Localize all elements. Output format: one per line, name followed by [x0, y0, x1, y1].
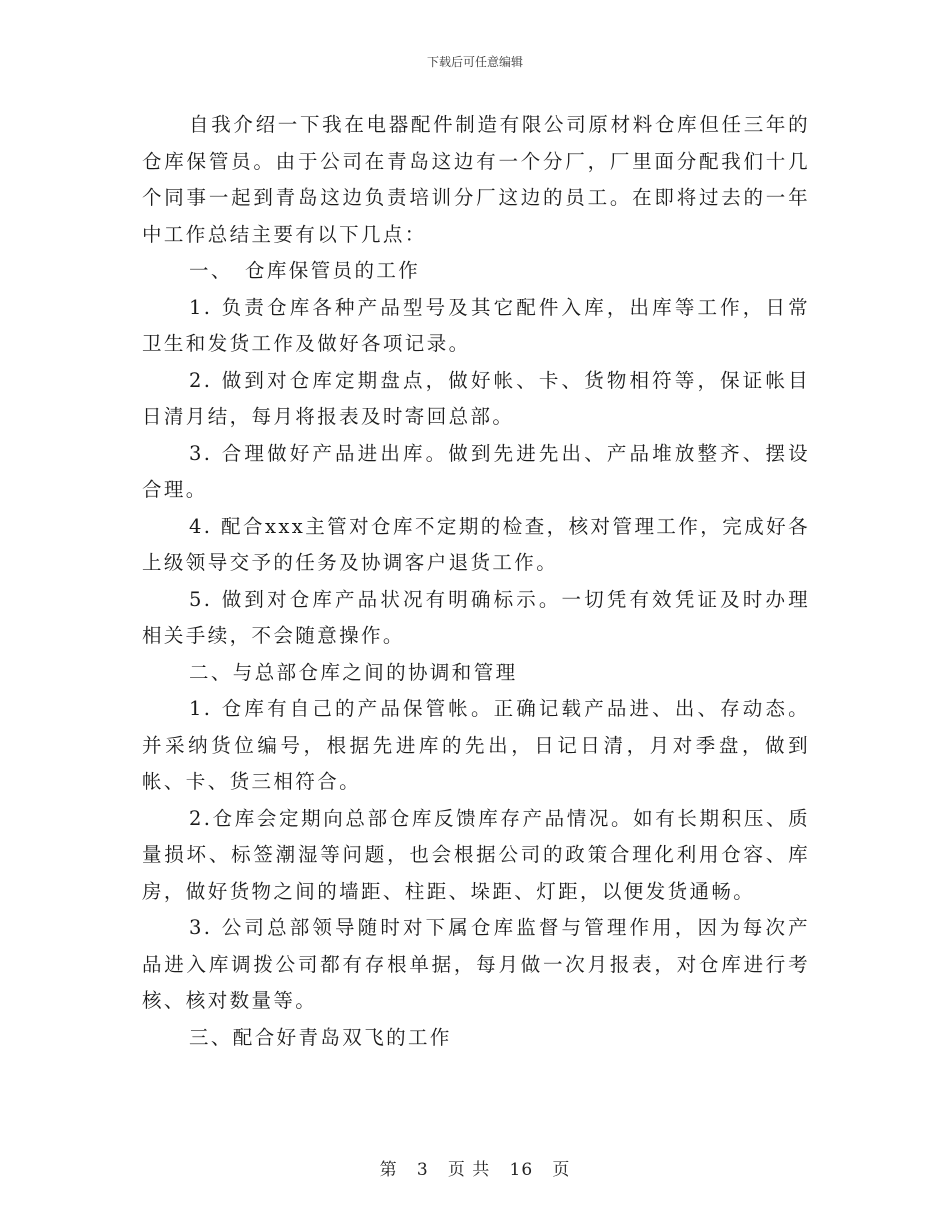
paragraph-intro: 自我介绍一下我在电器配件制造有限公司原材料仓库但任三年的仓库保管员。由于公司在青岛这边有一个分厂，厂里面分配我们十几个同事一起到青岛这边负责培训分厂这边的员工。在即将过去的一年中工作总结主要有以下几点： [142, 113, 810, 246]
section-heading-2: 二、与总部仓库之间的协调和管理 [189, 660, 518, 684]
section-heading-1: 一、 仓库保管员的工作 [189, 259, 421, 282]
list-item: 1. 仓库有自己的产品保管帐。正确记载产品进、出、存动态。并采纳货位编号，根据先进库的先出，日记日清，月对季盘，做到帐、卡、货三相符合。 [142, 697, 810, 793]
section-heading-3: 三、配合好青岛双飞的工作 [189, 1025, 452, 1049]
list-item: 1. 负责仓库各种产品型号及其它配件入库，出库等工作，日常卫生和发货工作及做好各项记录。 [142, 295, 810, 355]
footer-prefix: 第 [379, 1160, 398, 1180]
footer-total-pages: 16 [509, 1160, 534, 1180]
list-item: 2.仓库会定期向总部仓库反馈库存产品情况。如有长期积压、质量损坏、标签潮湿等问题，也会根据公司的政策合理化利用仓容、库房，做好货物之间的墙距、柱距、垛距、灯距，以便发货通畅。 [142, 806, 810, 903]
list-item: 5. 做到对仓库产品状况有明确标示。一切凭有效凭证及时办理相关手续，不会随意操作。 [142, 587, 810, 647]
footer-page-number: 3 [416, 1160, 429, 1180]
list-item: 3. 公司总部领导随时对下属仓库监督与管理作用，因为每次产品进入库调拨公司都有存根单据，每月做一次月报表，对仓库进行考核、核对数量等。 [142, 916, 810, 1012]
list-item: 4. 配合xxx主管对仓库不定期的检查，核对管理工作，完成好各上级领导交予的任务及协调客户退货工作。 [142, 514, 810, 574]
list-item: 2. 做到对仓库定期盘点，做好帐、卡、货物相符等，保证帐目日清月结，每月将报表及时寄回总部。 [142, 368, 810, 428]
footer-middle: 页 共 [447, 1160, 491, 1180]
page-footer [0, 1155, 950, 1180]
footer-suffix: 页 [552, 1160, 571, 1180]
document-body [142, 107, 810, 1056]
list-item: 3. 合理做好产品进出库。做到先进先出、产品堆放整齐、摆设合理。 [142, 441, 810, 501]
page-header-note: 下载后可任意编辑 [426, 55, 523, 69]
